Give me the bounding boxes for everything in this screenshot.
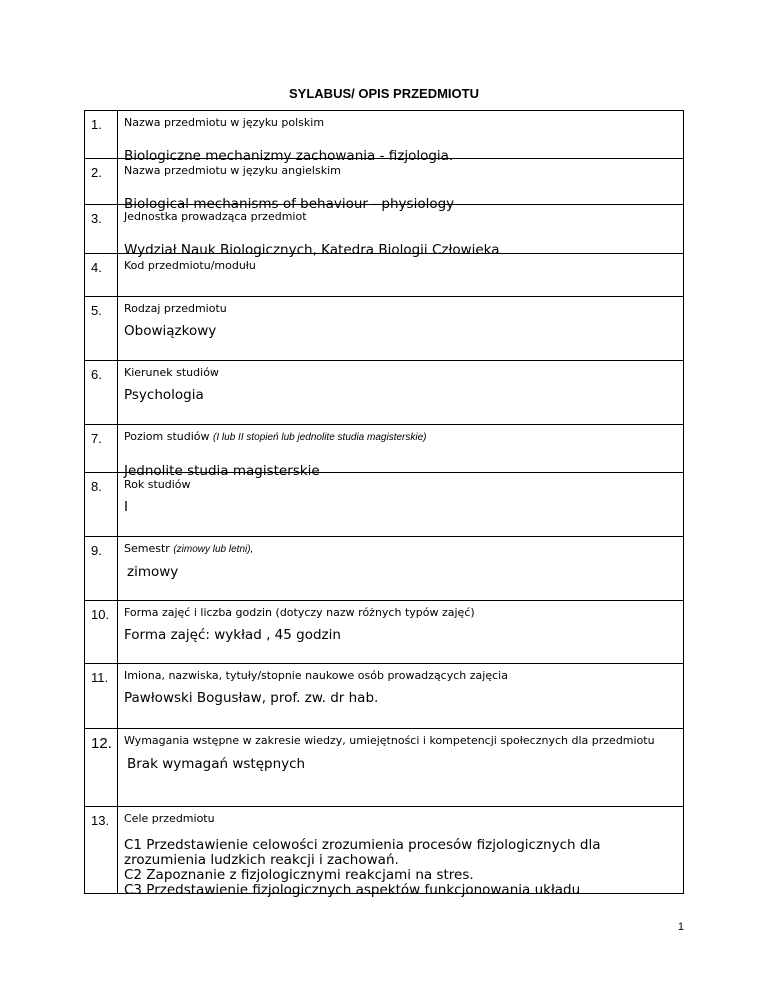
- row-number: 13.: [85, 807, 118, 893]
- row-label: Nazwa przedmiotu w języku polskim: [124, 116, 325, 129]
- row-number: 4.: [85, 254, 118, 296]
- table-row: [84, 424, 684, 479]
- row-label: Cele przedmiotu: [124, 812, 215, 825]
- row-value: zimowy: [127, 564, 179, 580]
- row-value: Wydział Nauk Biologicznych, Katedra Biologii Człowieka: [124, 242, 500, 258]
- row-number: 1.: [85, 111, 118, 158]
- row-label: Rodzaj przedmiotu: [124, 302, 227, 315]
- table-row: [84, 536, 684, 601]
- row-label: Rok studiów: [124, 478, 191, 491]
- row-label: Jednostka prowadząca przedmiot: [124, 210, 307, 223]
- page-number: 1: [677, 921, 684, 933]
- row-value: Brak wymagań wstępnych: [127, 756, 306, 772]
- row-label: Nazwa przedmiotu w języku angielskim: [124, 164, 341, 177]
- row-value: I: [124, 499, 128, 515]
- table-row: [84, 600, 684, 664]
- row-number: 9.: [85, 537, 118, 600]
- table-row: [84, 253, 684, 297]
- row-number: 3.: [85, 205, 118, 253]
- table-row: [84, 110, 684, 164]
- row-value: Obowiązkowy: [124, 323, 217, 339]
- table-row: [84, 360, 684, 425]
- row-value: Pawłowski Bogusław, prof. zw. dr hab.: [124, 690, 379, 706]
- row-label: Kod przedmiotu/modułu: [124, 259, 256, 272]
- row-label: Semestr (zimowy lub letni),: [124, 542, 254, 555]
- table-row: [84, 472, 684, 537]
- table-row: [84, 806, 684, 898]
- row-label: Imiona, nazwiska, tytuły/stopnie naukowe osób prowadzących zajęcia: [124, 669, 508, 682]
- row-value: Forma zajęć: wykład , 45 godzin: [124, 627, 341, 643]
- goals-list: [124, 838, 677, 898]
- table-row: [84, 663, 684, 729]
- row-number: 6.: [85, 361, 118, 424]
- row-number: 11.: [85, 664, 118, 728]
- table-row: [84, 296, 684, 361]
- row-value: Jednolite studia magisterskie: [124, 463, 320, 479]
- page-title: SYLABUS/ OPIS PRZEDMIOTU: [289, 86, 479, 101]
- row-number: 7.: [85, 425, 118, 472]
- table-row: [84, 204, 684, 258]
- goal-item: C3 Przedstawienie fizjologicznych aspektów funkcjonowania układu: [124, 882, 581, 898]
- row-number: 2.: [85, 159, 118, 204]
- row-label: Poziom studiów (I lub II stopień lub jednolite studia magisterskie): [124, 430, 427, 443]
- row-label: Kierunek studiów: [124, 366, 219, 379]
- row-label: Wymagania wstępne w zakresie wiedzy, umiejętności i kompetencji społecznych dla przedmiotu: [124, 734, 655, 747]
- table-row: [84, 158, 684, 212]
- row-number: 10.: [85, 601, 118, 663]
- row-value: Psychologia: [124, 387, 204, 403]
- table-row: [84, 728, 684, 807]
- row-hint: (zimowy lub letni),: [173, 544, 254, 555]
- row-label: Forma zajęć i liczba godzin (dotyczy nazw różnych typów zajęć): [124, 606, 475, 619]
- row-number: 5.: [85, 297, 118, 360]
- goal-item: C2 Zapoznanie z fizjologicznymi reakcjami na stres.: [124, 867, 474, 883]
- row-value: Biological mechanisms of behaviour - physiology: [124, 196, 455, 212]
- goal-item: C1 Przedstawienie celowości zrozumienia procesów fizjologicznych dla zrozumienia ludzkich reakcji i zachowań.: [124, 837, 601, 868]
- row-hint: (I lub II stopień lub jednolite studia magisterskie): [213, 432, 427, 443]
- row-number: 8.: [85, 473, 118, 536]
- row-number: 12.: [85, 729, 118, 806]
- syllabus-table: [84, 111, 684, 898]
- row-value: Biologiczne mechanizmy zachowania - fizjologia.: [124, 148, 454, 164]
